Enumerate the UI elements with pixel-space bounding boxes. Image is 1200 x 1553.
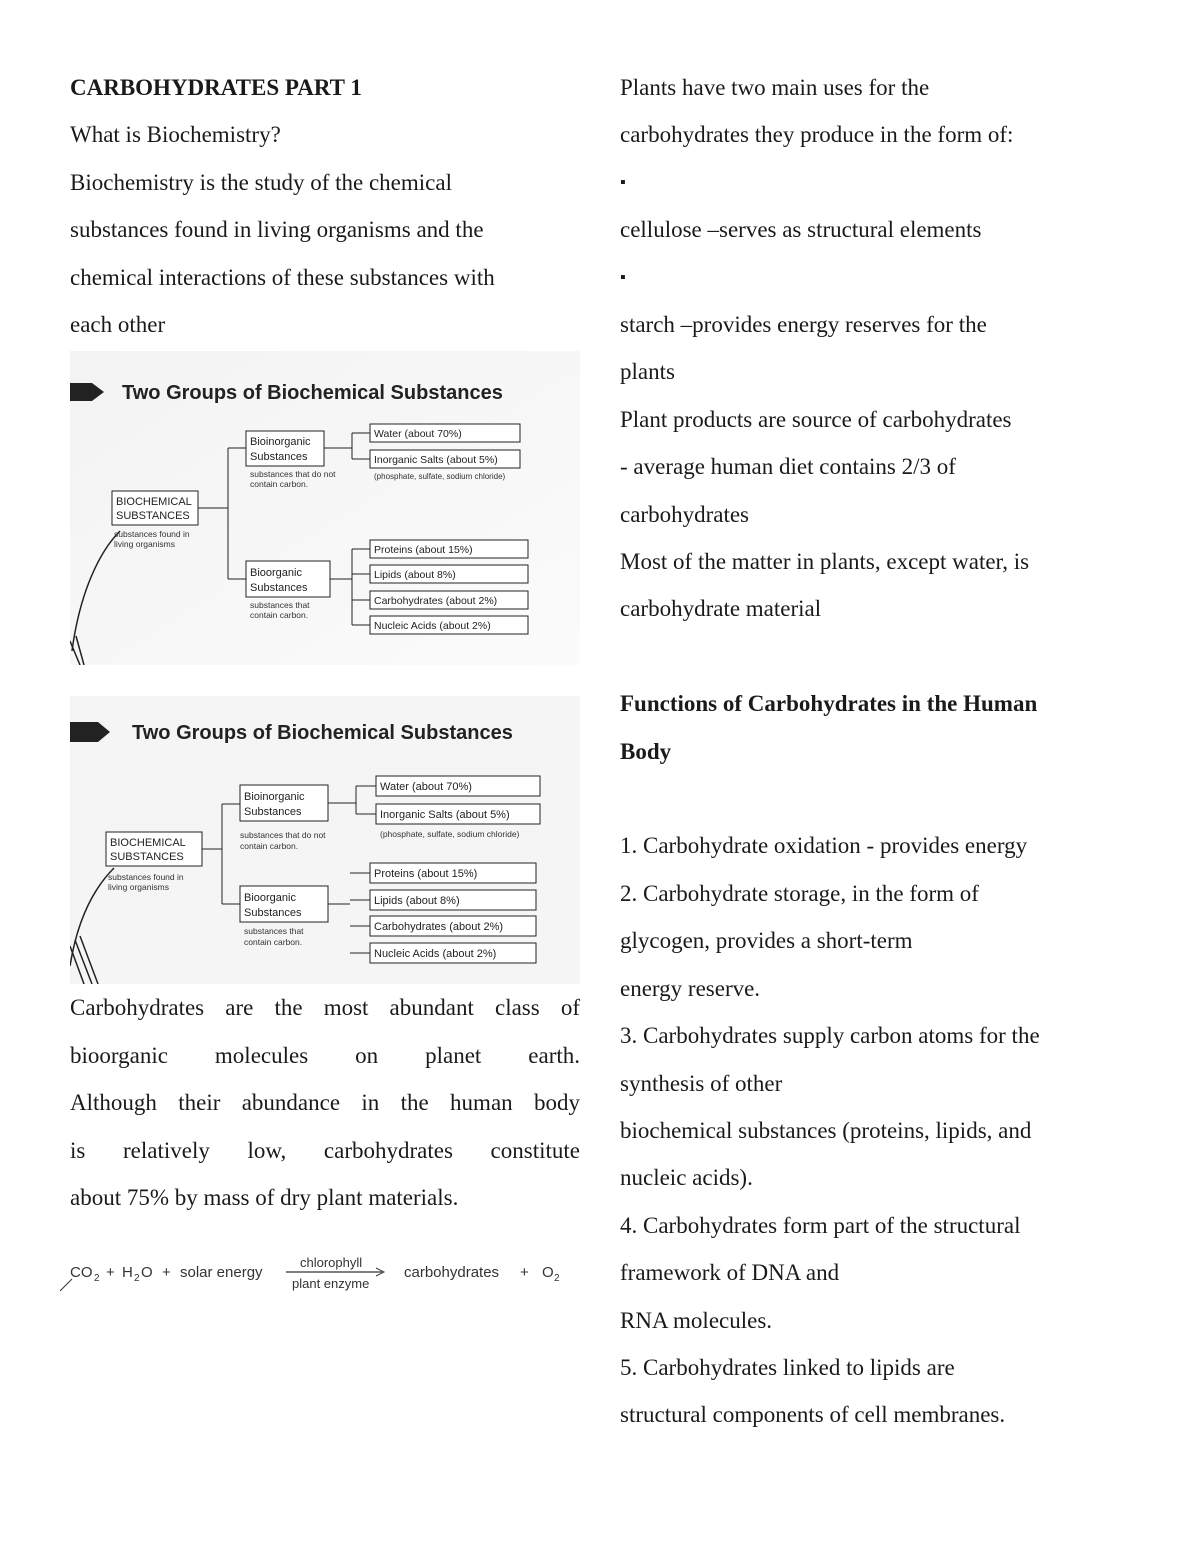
function-line: RNA molecules.: [620, 1307, 773, 1333]
figure-heading: Two Groups of Biochemical Substances: [122, 382, 503, 405]
inorganic-note: contain carbon.: [250, 479, 309, 490]
organic-note: contain carbon.: [250, 610, 309, 621]
organic-note: substances that: [244, 926, 304, 937]
root-label: SUBSTANCES: [110, 851, 184, 864]
water-item: Water (about 70%): [374, 428, 462, 441]
carbohydrates-item: Carbohydrates (about 2%): [374, 921, 504, 934]
source-line: carbohydrate material: [620, 596, 822, 622]
right-column: [620, 64, 1130, 1439]
definition-line: chemical interactions of these substances with: [70, 264, 495, 290]
eq-carbohydrates: carbohydrates: [404, 1264, 500, 1282]
root-label: BIOCHEMICAL: [116, 496, 192, 509]
salts-item: Inorganic Salts (about 5%): [380, 809, 510, 822]
inorganic-label: Bioinorganic: [244, 791, 305, 804]
root-note: living organisms: [114, 539, 175, 550]
inorganic-label: Substances: [244, 806, 302, 819]
eq-plus: +: [520, 1264, 529, 1282]
definition-line: Biochemistry is the study of the chemical: [70, 169, 452, 195]
root-label: BIOCHEMICAL: [110, 837, 186, 850]
function-line: biochemical substances (proteins, lipids, and: [620, 1117, 1032, 1143]
function-line: energy reserve.: [620, 975, 761, 1001]
source-line: Plant products are source of carbohydrates: [620, 406, 1012, 432]
inorganic-note: substances that do not: [240, 830, 326, 841]
function-line: glycogen, provides a short-term: [620, 928, 913, 954]
eq-h2o-o: O: [141, 1264, 153, 1282]
abundance-line: bioorganic molecules on planet earth.: [70, 1042, 580, 1068]
eq-plus: +: [162, 1264, 171, 1282]
root-label: SUBSTANCES: [116, 510, 190, 523]
functions-heading: Functions of Carbohydrates in the Human: [620, 691, 1038, 717]
source-line: Most of the matter in plants, except water, is: [620, 549, 1030, 575]
inorganic-note: substances that do not: [250, 469, 336, 480]
plants-line: Plants have two main uses for the: [620, 75, 930, 100]
salts-note: (phosphate, sulfate, sodium chloride): [380, 829, 520, 840]
eq-o2-sub: 2: [554, 1273, 560, 1285]
root-note: living organisms: [108, 882, 169, 893]
plants-line: carbohydrates they produce in the form of:: [620, 122, 1014, 148]
biochemical-groups-figure-1: [70, 351, 580, 665]
spacer: [620, 633, 1130, 680]
starch-line: starch –provides energy reserves for the: [620, 312, 987, 338]
root-note: substances found in: [114, 529, 190, 540]
source-line: carbohydrates: [620, 501, 749, 527]
function-line: synthesis of other: [620, 1070, 783, 1096]
eq-solar-energy: solar energy: [180, 1264, 263, 1282]
eq-co2: CO: [70, 1264, 93, 1282]
left-column: [70, 64, 580, 1311]
function-line: 1. Carbohydrate oxidation - provides energy: [620, 833, 1028, 859]
eq-h2o-sub: 2: [134, 1273, 140, 1285]
organic-label: Bioorganic: [250, 567, 302, 580]
organic-label: Substances: [250, 582, 308, 595]
function-line: 3. Carbohydrates supply carbon atoms for the: [620, 1023, 1040, 1049]
source-line: - average human diet contains 2/3 of: [620, 454, 956, 480]
organic-label: Substances: [244, 907, 302, 920]
functions-heading: Body: [620, 738, 672, 764]
eq-o2: O: [542, 1264, 554, 1282]
page-title: CARBOHYDRATES PART 1: [70, 75, 362, 100]
inorganic-label: Substances: [250, 451, 308, 464]
salts-note: (phosphate, sulfate, sodium chloride): [374, 472, 506, 482]
definition-line: each other: [70, 312, 166, 338]
question-heading: What is Biochemistry?: [70, 122, 281, 148]
bullet-icon: ▪: [620, 173, 626, 191]
bullet-icon: ▪: [620, 268, 626, 286]
abundance-line: Although their abundance in the human body: [70, 1090, 580, 1116]
function-line: 4. Carbohydrates form part of the structural: [620, 1212, 1021, 1238]
abundance-line: is relatively low, carbohydrates constitute: [70, 1137, 580, 1163]
cellulose-line: cellulose –serves as structural elements: [620, 217, 982, 243]
nucleic-item: Nucleic Acids (about 2%): [374, 948, 497, 961]
eq-plus: +: [106, 1264, 115, 1282]
nucleic-item: Nucleic Acids (about 2%): [374, 620, 491, 633]
photosynthesis-equation: [60, 1221, 570, 1311]
function-line: framework of DNA and: [620, 1260, 840, 1286]
function-line: structural components of cell membranes.: [620, 1402, 1006, 1428]
organic-label: Bioorganic: [244, 892, 296, 905]
figure-heading: Two Groups of Biochemical Substances: [132, 722, 513, 745]
spacer: [620, 775, 1130, 822]
function-line: 5. Carbohydrates linked to lipids are: [620, 1354, 955, 1380]
inorganic-label: Bioinorganic: [250, 436, 311, 449]
biochemical-groups-figure-2: [70, 696, 580, 984]
organic-note: contain carbon.: [244, 937, 303, 948]
lipids-item: Lipids (about 8%): [374, 569, 456, 582]
starch-line: plants: [620, 359, 675, 385]
abundance-line: Carbohydrates are the most abundant class of: [70, 995, 580, 1021]
definition-line: substances found in living organisms and the: [70, 217, 484, 243]
water-item: Water (about 70%): [380, 781, 472, 794]
proteins-item: Proteins (about 15%): [374, 544, 473, 557]
abundance-line: about 75% by mass of dry plant materials.: [70, 1185, 459, 1211]
root-note: substances found in: [108, 872, 184, 883]
eq-chlorophyll: chlorophyll: [300, 1255, 363, 1271]
eq-co2-sub: 2: [94, 1273, 100, 1285]
organic-note: substances that: [250, 600, 310, 611]
proteins-item: Proteins (about 15%): [374, 868, 478, 881]
eq-h2o: H: [122, 1264, 133, 1282]
inorganic-note: contain carbon.: [240, 841, 299, 852]
carbohydrates-item: Carbohydrates (about 2%): [374, 595, 498, 608]
function-line: 2. Carbohydrate storage, in the form of: [620, 880, 979, 906]
function-line: nucleic acids).: [620, 1165, 753, 1191]
eq-plant-enzyme: plant enzyme: [292, 1276, 370, 1292]
salts-item: Inorganic Salts (about 5%): [374, 454, 498, 467]
lipids-item: Lipids (about 8%): [374, 895, 460, 908]
